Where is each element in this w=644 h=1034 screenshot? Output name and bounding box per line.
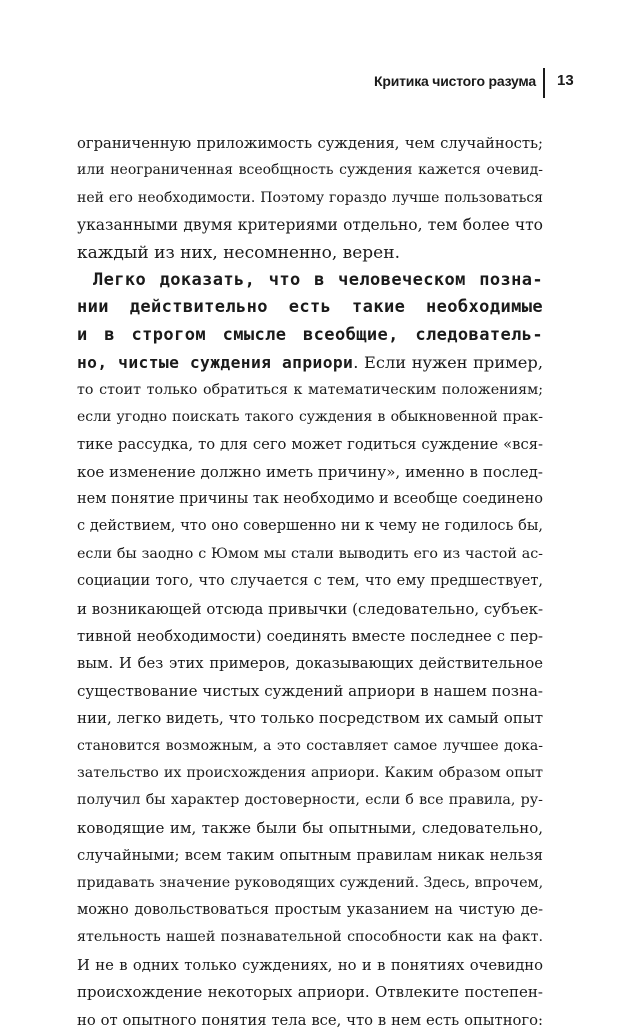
text-run: зательство их происхождения априори. Каким образом опыт: [77, 764, 543, 781]
text-run: с действием, что оно совершенно ни к чему не годилось бы,: [77, 518, 543, 535]
text-run: ограниченную приложимость суждения, чем случайность;: [77, 135, 543, 152]
text-run: придавать значение руководящих суждений. Здесь, впрочем,: [77, 874, 544, 891]
text-line: [77, 897, 543, 924]
text-run: ководящие им, также были бы опытными, следовательно,: [77, 818, 543, 837]
text-run: вым. И без этих примеров, доказывающих действительное: [77, 655, 543, 673]
text-run: если угодно поискать такого суждения в обыкновенной прак-: [77, 408, 543, 425]
text-run: получил бы характер достоверности, если б все правила, ру-: [77, 792, 543, 809]
text-line: [77, 979, 543, 1006]
text-line: [77, 349, 543, 376]
text-run: нем понятие причины так необходимо и всеобще соединено: [77, 491, 543, 508]
text-line: [77, 596, 543, 623]
bold-text-run: и в строгом смысле всеобщие, следователь-: [77, 324, 543, 345]
text-line: [77, 623, 543, 650]
running-header: [0, 70, 644, 96]
text-line: [77, 267, 543, 294]
text-run: случайными; всем таким опытным правилам никак нельзя: [77, 847, 543, 865]
text-run: тике рассудка, то для сего может годиться суждение «вся-: [77, 436, 543, 454]
text-run: . Если нужен пример,: [353, 353, 543, 373]
text-line: [77, 431, 543, 458]
text-run: каждый из них, несомненно, верен.: [77, 242, 400, 263]
text-run: если бы заодно с Юмом мы стали выводить его из частой ас-: [77, 545, 543, 562]
text-line: [77, 815, 543, 842]
text-line: [77, 733, 543, 760]
text-run: можно довольствоваться простым указанием на чистую де-: [77, 901, 543, 918]
bold-text-run: нии действительно есть такие необходимые: [77, 297, 543, 318]
text-run: нии, легко видеть, что только посредством их самый опыт: [77, 709, 543, 728]
text-line: [77, 842, 543, 869]
text-line: [77, 486, 543, 513]
text-line: [77, 130, 543, 157]
text-line: [77, 952, 543, 979]
text-line: [77, 513, 543, 540]
text-run: или неограниченная всеобщность суждения кажется очевид-: [77, 162, 543, 179]
text-run: ней его необходимости. Поэтому гораздо лучше пользоваться: [77, 189, 543, 206]
text-line: [77, 650, 543, 677]
text-run: но от опытного понятия тела все, что в нем есть опытного:: [77, 1011, 543, 1029]
text-line: [77, 377, 543, 404]
text-line: [77, 185, 543, 212]
text-line: [77, 459, 543, 486]
text-line: [77, 870, 543, 897]
text-line: [77, 294, 543, 321]
text-run: и возникающей отсюда привычки (следовательно, субъек-: [77, 599, 544, 618]
text-line: [77, 678, 543, 705]
page-number: 13: [557, 72, 574, 89]
text-run: кое изменение должно иметь причину», именно в послед-: [77, 462, 543, 481]
text-run: происхождение некоторых априори. Отвлеките постепен-: [77, 983, 543, 1002]
header-divider: [543, 68, 545, 98]
bold-text-run: но, чистые суждения априори: [77, 353, 354, 373]
text-run: указанными двумя критериями отдельно, тем более что: [77, 216, 543, 235]
text-line: [77, 1007, 543, 1034]
text-line: [77, 212, 543, 239]
text-line: [77, 322, 543, 349]
paragraph-last-line: [77, 240, 543, 267]
text-line: [77, 568, 543, 595]
bold-text-run: Легко доказать, что в человеческом позна-: [93, 269, 543, 290]
text-line: [77, 541, 543, 568]
book-title: Критика чистого разума: [374, 73, 536, 89]
text-line: [77, 787, 543, 814]
body-text: [77, 130, 543, 1034]
text-run: тивной необходимости) соединять вместе последнее с пер-: [77, 628, 543, 646]
text-run: становится возможным, а это составляет самое лучшее дока-: [77, 737, 543, 754]
text-line: [77, 760, 543, 787]
text-run: социации того, что случается с тем, что ему предшествует,: [77, 573, 543, 590]
text-line: [77, 157, 543, 184]
text-run: И не в одних только суждениях, но и в понятиях очевидно: [77, 956, 543, 974]
text-line: [77, 705, 543, 732]
text-run: то стоит только обратиться к математическим положениям;: [77, 381, 543, 398]
text-run: существование чистых суждений априори в нашем позна-: [77, 681, 543, 700]
text-line: [77, 924, 543, 951]
text-line: [77, 404, 543, 431]
text-run: ятельность нашей познавательной способности как на факт.: [77, 929, 543, 946]
